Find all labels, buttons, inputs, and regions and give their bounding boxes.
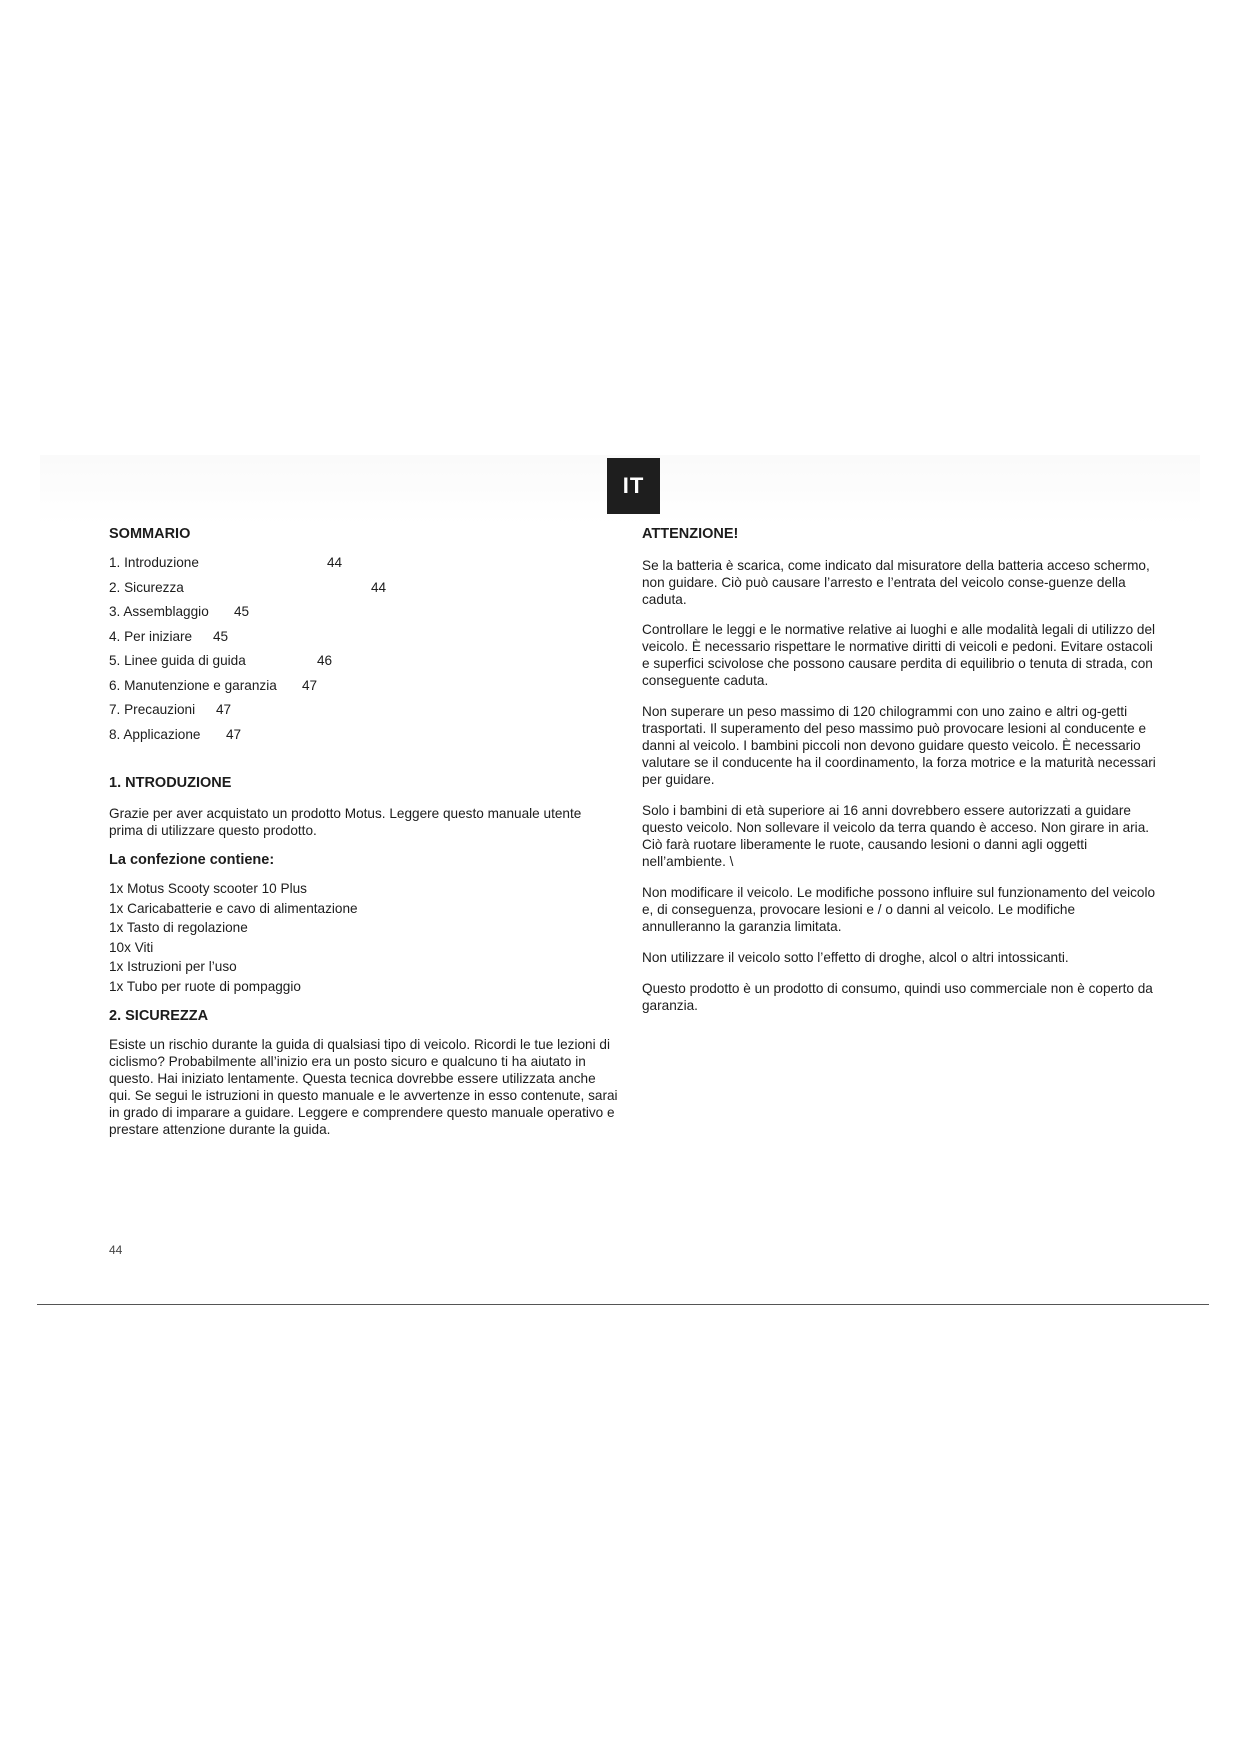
toc-item xyxy=(109,723,619,748)
warning-paragraph: Controllare le leggi e le normative relative ai luoghi e alle modalità legali di utilizzo del veicolo. È necessario rispettare le normative diritti di veicoli e pedoni. Evitare ostacoli e superfici scivolose che possono causare perdita di equilibrio o tenuta di strada, con conseguente caduta. xyxy=(642,622,1156,689)
toc-item-label: 5. Linee guida di guida xyxy=(109,653,246,669)
summary-heading: SOMMARIO xyxy=(109,526,191,542)
toc-item-label: 6. Manutenzione e garanzia xyxy=(109,677,277,693)
list-item: 1x Tubo per ruote di pompaggio xyxy=(109,978,301,994)
toc-item-page: 46 xyxy=(317,653,333,669)
warning-paragraph: Se la batteria è scarica, come indicato dal misuratore della batteria acceso schermo, non guidare. Ciò può causare l’arresto e l’entrata del veicolo conse-guenze della caduta. xyxy=(642,558,1150,608)
warning-paragraph: Non utilizzare il veicolo sotto l’effetto di droghe, alcol o altri intossicanti. xyxy=(642,950,1069,966)
list-item: 1x Caricabatterie e cavo di alimentazione xyxy=(109,900,358,916)
toc-item xyxy=(109,649,619,674)
list-item: 1x Motus Scooty scooter 10 Plus xyxy=(109,881,307,897)
toc-item-page: 47 xyxy=(302,677,318,693)
list-item: 1x Tasto di regolazione xyxy=(109,920,248,936)
intro-paragraph: Grazie per aver acquistato un prodotto Motus. Leggere questo manuale utente prima di utilizzare questo prodotto. xyxy=(109,805,582,838)
toc-item-page: 44 xyxy=(327,555,343,571)
toc-item-page: 47 xyxy=(226,726,242,742)
warning-paragraph: Questo prodotto è un prodotto di consumo, quindi uso commerciale non è coperto da garanzia. xyxy=(642,981,1153,1014)
list-item: 1x Istruzioni per l’uso xyxy=(109,959,237,975)
toc-item xyxy=(109,600,619,625)
toc-item-page: 47 xyxy=(216,702,232,718)
toc-item xyxy=(109,674,619,699)
left-column xyxy=(109,526,619,1138)
warning-heading: ATTENZIONE! xyxy=(642,526,739,542)
safety-heading: 2. SICUREZZA xyxy=(109,1008,209,1025)
toc-item xyxy=(109,551,619,576)
page-number: 44 xyxy=(109,1243,123,1257)
list-item: 10x Viti xyxy=(109,939,154,955)
toc-item-page: 44 xyxy=(371,579,387,595)
right-column xyxy=(642,526,1157,1014)
safety-paragraph: Esiste un rischio durante la guida di qualsiasi tipo di veicolo. Ricordi le tue lezioni di ciclismo? Probabilmente all’inizio era un posto sicuro e qualcuno ti ha aiutato in questo. Hai iniziato lentamente. Questa tecnica dovrebbe essere utilizzata anche qui. Se segui le istruzioni in questo manuale e le avvertenze in esso contenute, sarai in grado di imparare a guidare. Leggere e comprendere questo manuale operativo e prestare attenzione durante la guida. xyxy=(109,1036,618,1137)
warning-paragraph: Non superare un peso massimo di 120 chilogrammi con uno zaino e altri og-getti trasportati. Il superamento del peso massimo può provocare lesioni al conducente e danni al veicolo. I bambini piccoli non devono guidare questo veicolo. È necessario valutare se il conducente ha il coordinamento, la forza motrice e la maturità necessari per guidare. xyxy=(642,704,1156,788)
warning-paragraph: Solo i bambini di età superiore ai 16 anni dovrebbero essere autorizzati a guidare questo veicolo. Non sollevare il veicolo da terra quando è acceso. Non girare in aria. Ciò farà ruotare liberamente le ruote, causando lesioni o danni agli oggetti nell’ambiente. \ xyxy=(642,803,1150,870)
bottom-divider xyxy=(37,1304,1209,1305)
intro-heading: 1. NTRODUZIONE xyxy=(109,775,232,792)
warning-paragraph: Non modificare il veicolo. Le modifiche possono influire sul funzionamento del veicolo e, di conseguenza, provocare lesioni e / o danni al veicolo. Le modifiche annulleranno la garanzia limitata. xyxy=(642,885,1156,935)
toc-item-label: 8. Applicazione xyxy=(109,726,201,742)
toc-item-label: 2. Sicurezza xyxy=(109,579,184,595)
toc-item xyxy=(109,576,619,601)
table-of-contents xyxy=(109,551,619,747)
toc-item-label: 7. Precauzioni xyxy=(109,702,196,718)
toc-item xyxy=(109,698,619,723)
toc-item-label: 1. Introduzione xyxy=(109,555,199,571)
toc-item xyxy=(109,625,619,650)
toc-item-page: 45 xyxy=(213,628,229,644)
package-heading: La confezione contiene: xyxy=(109,851,275,868)
language-badge: IT xyxy=(607,458,660,514)
package-contents-list xyxy=(109,879,619,996)
toc-item-page: 45 xyxy=(234,604,250,620)
toc-item-label: 3. Assemblaggio xyxy=(109,604,209,620)
toc-item-label: 4. Per iniziare xyxy=(109,628,193,644)
